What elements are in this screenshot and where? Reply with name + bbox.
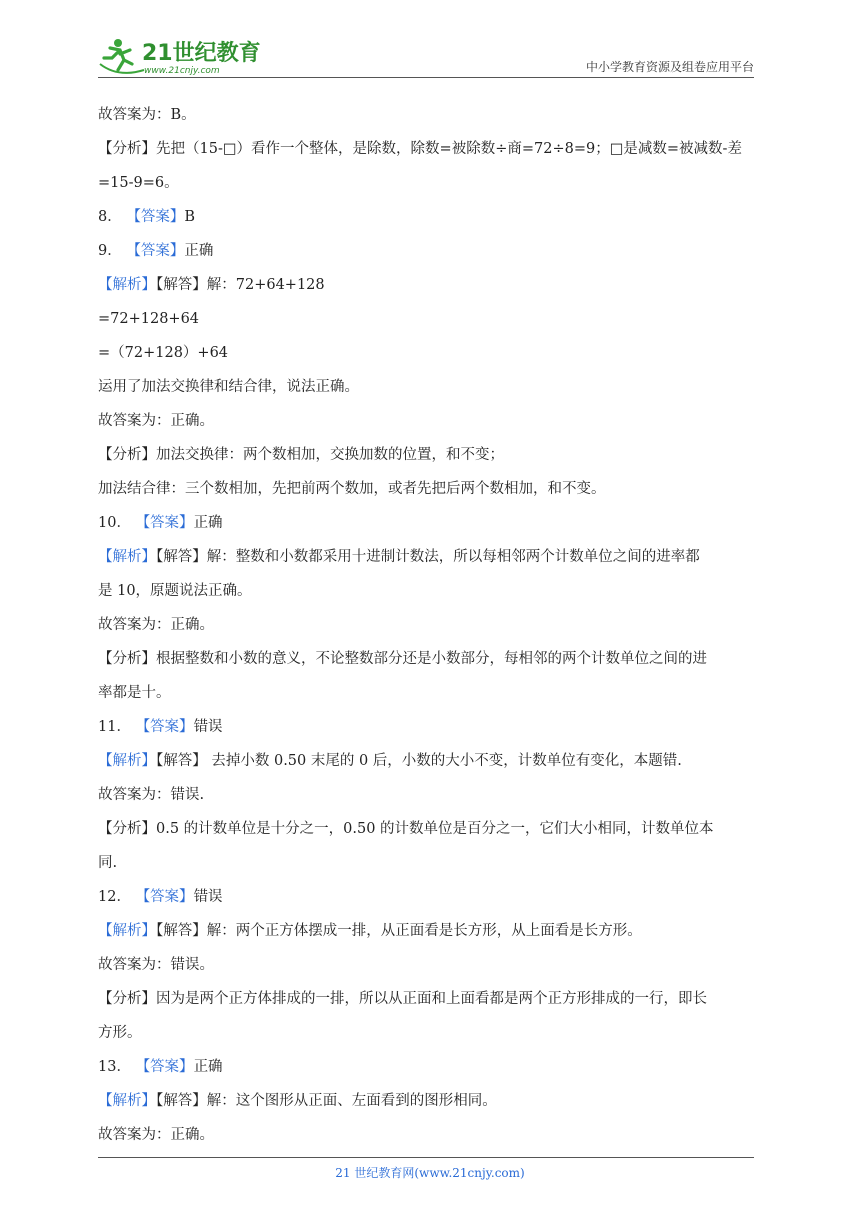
content-line: [98, 948, 758, 982]
tag-label: 【解析】: [98, 1093, 156, 1109]
footer-divider: [98, 1157, 754, 1158]
line-text: 【解答】 去掉小数 0.50 末尾的 0 后，小数的大小不变，计数单位有变化，本题错.: [156, 753, 682, 769]
answer-content: [98, 98, 758, 1152]
content-line: [98, 98, 758, 132]
line-text: 【解答】解：两个正方体摆成一排，从正面看是长方形，从上面看是长方形。: [156, 923, 642, 939]
line-text: 故答案为：正确。: [98, 413, 214, 429]
content-line: [98, 438, 758, 472]
platform-name: 中小学教育资源及组卷应用平台: [585, 60, 754, 74]
content-line: [98, 914, 758, 948]
tag-label: 【答案】: [126, 243, 185, 259]
content-line: [98, 778, 758, 812]
tag-label: 【答案】: [135, 889, 194, 905]
content-line: [98, 846, 758, 880]
site-logo[interactable]: [98, 34, 268, 74]
content-line: [98, 336, 758, 370]
content-line: [98, 642, 758, 676]
tag-label: 【答案】: [135, 1059, 194, 1075]
content-line: [98, 710, 758, 744]
tag-label: 【解析】: [98, 277, 156, 293]
page-footer[interactable]: 21 世纪教育网(www.21cnjy.com): [335, 1166, 525, 1180]
content-line: [98, 234, 758, 268]
line-text: 同.: [98, 855, 118, 871]
logo-url: www.21cnjy.com: [144, 66, 220, 76]
line-text: 错误: [193, 719, 223, 735]
line-text: 故答案为：B。: [98, 107, 196, 123]
line-text: 正确: [193, 515, 223, 531]
tag-label: 【答案】: [135, 719, 194, 735]
content-line: [98, 744, 758, 778]
line-text: 【分析】因为是两个正方体排成的一排，所以从正面和上面看都是两个正方形排成的一行，即长: [98, 991, 707, 1007]
content-line: [98, 302, 758, 336]
logo-title: 21世纪教育: [142, 41, 261, 66]
header-divider: [98, 77, 754, 78]
content-line: [98, 132, 758, 166]
line-text: 正确: [184, 243, 214, 259]
question-number: 8．: [98, 209, 127, 225]
tag-label: 【答案】: [126, 209, 185, 225]
content-line: [98, 404, 758, 438]
question-number: 10．: [98, 515, 136, 531]
line-text: 【分析】加法交换律：两个数相加，交换加数的位置，和不变；: [98, 447, 504, 463]
line-text: 【解答】解：这个图形从正面、左面看到的图形相同。: [156, 1093, 497, 1109]
tag-label: 【解析】: [98, 753, 156, 769]
content-line: [98, 608, 758, 642]
line-text: =（72+128）+64: [98, 345, 229, 361]
content-line: [98, 1016, 758, 1050]
page-header: [98, 30, 754, 78]
line-text: 【分析】0.5 的计数单位是十分之一，0.50 的计数单位是百分之一，它们大小相同，计数单位本: [98, 821, 714, 837]
content-line: [98, 574, 758, 608]
line-text: 故答案为：正确。: [98, 1127, 214, 1143]
content-line: [98, 506, 758, 540]
line-text: 是 10，原题说法正确。: [98, 583, 252, 599]
content-line: [98, 1118, 758, 1152]
line-text: 故答案为：错误。: [98, 957, 214, 973]
line-text: 【分析】根据整数和小数的意义，不论整数部分还是小数部分，每相邻的两个计数单位之间的进: [98, 651, 707, 667]
content-line: [98, 1050, 758, 1084]
tag-label: 【答案】: [135, 515, 194, 531]
line-text: B: [184, 209, 195, 225]
content-line: [98, 370, 758, 404]
content-line: [98, 982, 758, 1016]
question-number: 9．: [98, 243, 127, 259]
line-text: 【解答】解：72+64+128: [156, 277, 325, 293]
content-line: [98, 540, 758, 574]
tag-label: 【解析】: [98, 923, 156, 939]
content-line: [98, 880, 758, 914]
content-line: [98, 200, 758, 234]
question-number: 12．: [98, 889, 136, 905]
runner-logo-icon: [98, 34, 268, 78]
line-text: 错误: [193, 889, 223, 905]
line-text: 正确: [193, 1059, 223, 1075]
line-text: 故答案为：错误.: [98, 787, 205, 803]
question-number: 13．: [98, 1059, 136, 1075]
question-number: 11．: [98, 719, 136, 735]
line-text: 方形。: [98, 1025, 142, 1041]
content-line: [98, 472, 758, 506]
content-line: [98, 1084, 758, 1118]
content-line: [98, 676, 758, 710]
line-text: 故答案为：正确。: [98, 617, 214, 633]
line-text: 运用了加法交换律和结合律，说法正确。: [98, 379, 359, 395]
line-text: =72+128+64: [98, 311, 200, 327]
line-text: =15-9=6。: [98, 175, 179, 191]
line-text: 【解答】解：整数和小数都采用十进制计数法，所以每相邻两个计数单位之间的进率都: [156, 549, 700, 565]
line-text: 加法结合律：三个数相加，先把前两个数加，或者先把后两个数相加，和不变。: [98, 481, 606, 497]
line-text: 【分析】先把（15-□）看作一个整体，是除数，除数=被除数÷商=72÷8=9；□是减数=被减数-差: [98, 141, 742, 157]
content-line: [98, 166, 758, 200]
line-text: 率都是十。: [98, 685, 171, 701]
tag-label: 【解析】: [98, 549, 156, 565]
content-line: [98, 268, 758, 302]
content-line: [98, 812, 758, 846]
